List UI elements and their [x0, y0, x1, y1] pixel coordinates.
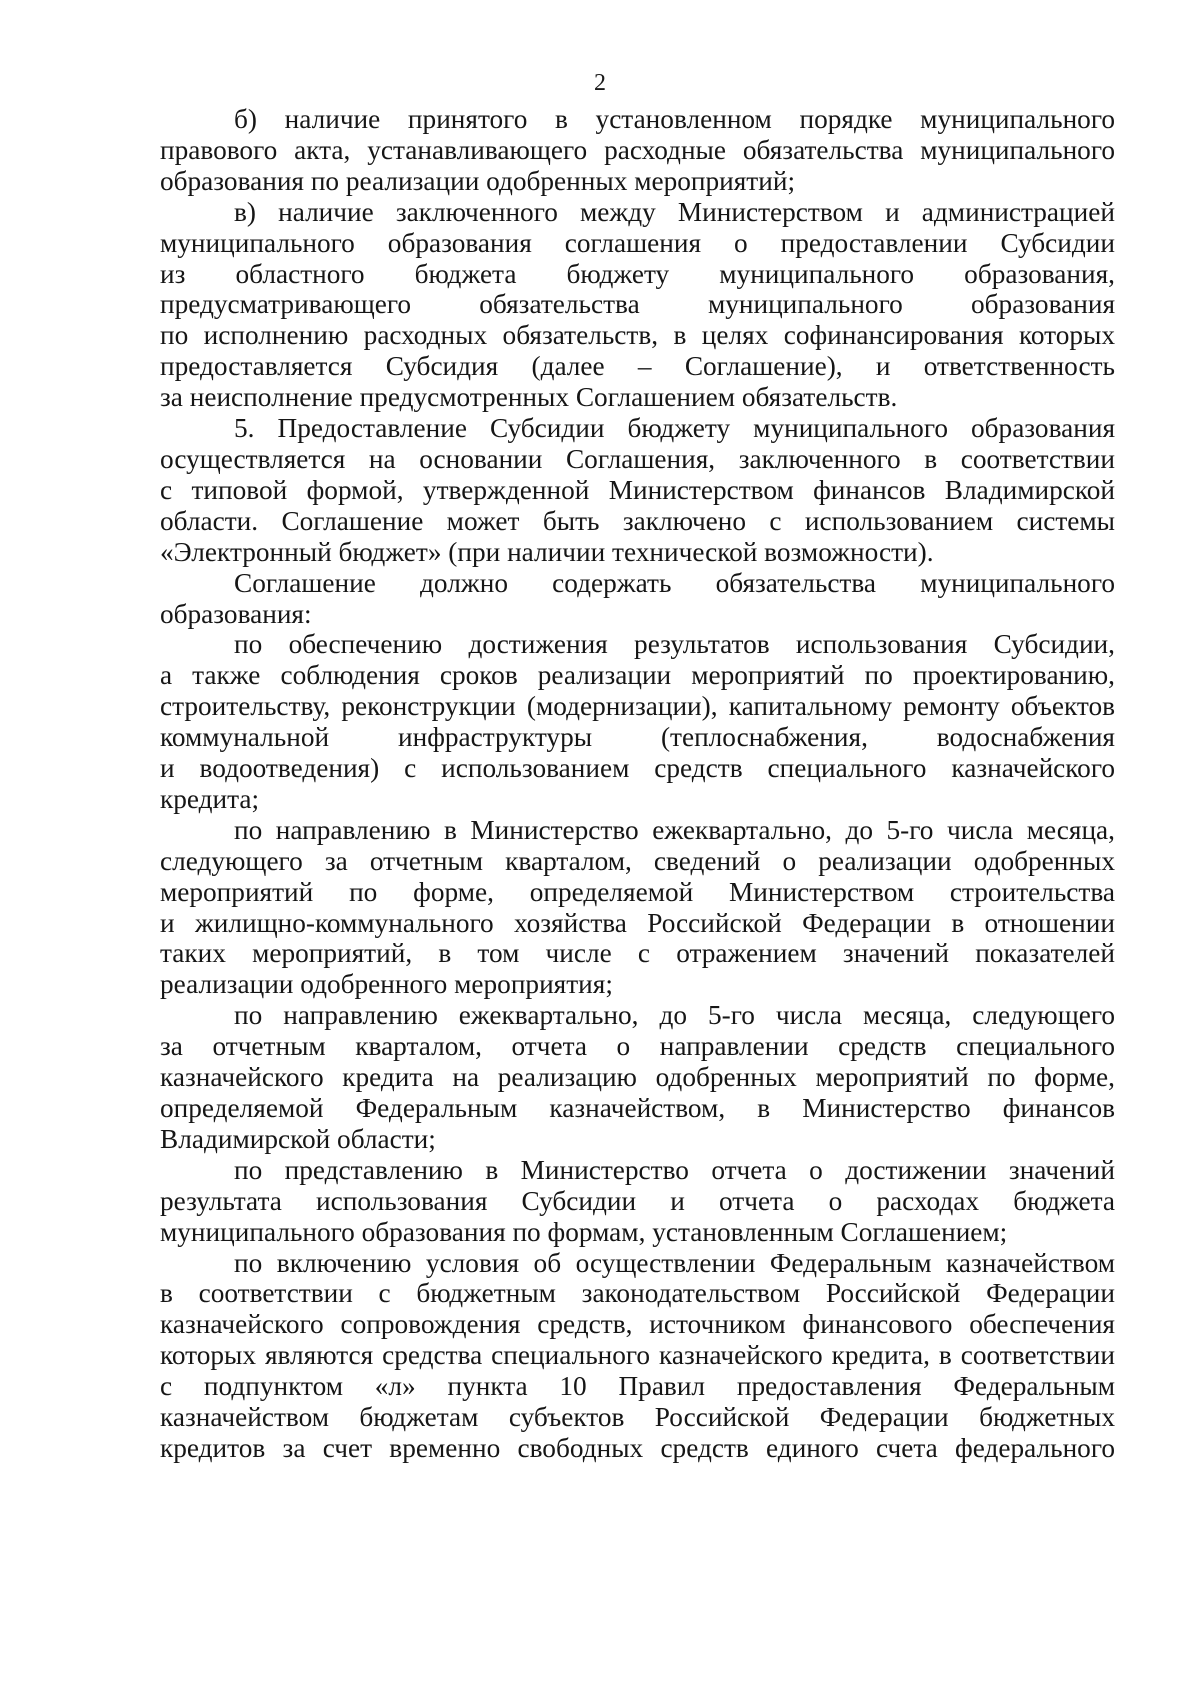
text-line: кредита; [160, 783, 260, 814]
text-line: правового акта, устанавливающего расходные обязательства муниципального [160, 134, 1115, 165]
paragraph [160, 815, 1115, 1000]
text-line: мероприятий по форме, определяемой Министерством строительства [160, 876, 1115, 907]
text-line: с типовой формой, утвержденной Министерством финансов Владимирской [160, 474, 1115, 505]
text-line: результата использования Субсидии и отчета о расходах бюджета [160, 1185, 1115, 1216]
text-line: строительству, реконструкции (модернизации), капитальному ремонту объектов [160, 691, 1115, 722]
text-line: коммунальной инфраструктуры (теплоснабжения, водоснабжения [160, 722, 1115, 753]
text-line: по представлению в Министерство отчета о достижении значений [234, 1154, 1115, 1185]
text-line: муниципального образования соглашения о предоставлении Субсидии [160, 227, 1115, 258]
text-line: за неисполнение предусмотренных Соглашением обязательств. [160, 382, 898, 413]
text-line: которых являются средства специального казначейского кредита, в соответствии [160, 1340, 1115, 1371]
text-line: по направлению ежеквартально, до 5-го числа месяца, следующего [234, 1000, 1115, 1031]
text-line: Владимирской области; [160, 1123, 436, 1154]
paragraph [160, 629, 1115, 814]
text-line: и водоотведения) с использованием средств специального казначейского [160, 753, 1115, 784]
text-line: муниципального образования по формам, установленным Соглашением; [160, 1216, 1008, 1247]
page-number: 2 [594, 70, 606, 96]
text-line: следующего за отчетным кварталом, сведений о реализации одобренных [160, 845, 1115, 876]
text-line: предоставляется Субсидия (далее – Соглашение), и ответственность [160, 351, 1115, 382]
text-line: за отчетным кварталом, отчета о направлении средств специального [160, 1031, 1115, 1062]
text-line: 5. Предоставление Субсидии бюджету муниципального образования [234, 413, 1115, 444]
text-line: Соглашение должно содержать обязательства муниципального [234, 567, 1115, 598]
text-line: по направлению в Министерство ежеквартально, до 5-го числа месяца, [234, 814, 1115, 845]
text-line: «Электронный бюджет» (при наличии технической возможности). [160, 536, 934, 567]
paragraph [160, 197, 1115, 413]
paragraph [160, 1000, 1115, 1155]
text-line: реализации одобренного мероприятия; [160, 969, 613, 1000]
text-line: области. Соглашение может быть заключено с использованием системы [160, 505, 1115, 536]
document-body [160, 104, 1115, 1464]
text-line: казначейством бюджетам субъектов Российской Федерации бюджетных [160, 1402, 1115, 1433]
text-line: в соответствии с бюджетным законодательством Российской Федерации [160, 1278, 1115, 1309]
text-line: предусматривающего обязательства муниципального образования [160, 289, 1115, 320]
text-line: б) наличие принятого в установленном порядке муниципального [234, 104, 1115, 134]
text-line: а также соблюдения сроков реализации мероприятий по проектированию, [160, 660, 1115, 691]
text-line: определяемой Федеральным казначейством, в Министерство финансов [160, 1093, 1115, 1123]
text-line: казначейского кредита на реализацию одобренных мероприятий по форме, [160, 1062, 1115, 1093]
text-line: в) наличие заключенного между Министерством и администрацией [234, 196, 1115, 227]
text-line: по включению условия об осуществлении Федеральным казначейством [234, 1247, 1115, 1278]
text-line: осуществляется на основании Соглашения, заключенного в соответствии [160, 443, 1115, 474]
text-line: кредитов за счет временно свободных средств единого счета федерального [160, 1432, 1115, 1463]
text-line: таких мероприятий, в том числе с отражением значений показателей [160, 938, 1115, 969]
text-line: и жилищно-коммунального хозяйства Российской Федерации в отношении [160, 907, 1115, 938]
text-line: по обеспечению достижения результатов использования Субсидии, [234, 629, 1115, 660]
text-line: образования: [160, 598, 312, 629]
text-line: образования по реализации одобренных мероприятий; [160, 165, 796, 196]
text-line: казначейского сопровождения средств, источником финансового обеспечения [160, 1309, 1115, 1340]
paragraph [160, 1155, 1115, 1248]
paragraph [160, 568, 1115, 630]
paragraph [160, 1248, 1115, 1464]
text-line: по исполнению расходных обязательств, в целях софинансирования которых [160, 320, 1115, 351]
paragraph [160, 413, 1115, 568]
text-line: с подпунктом «л» пункта 10 Правил предоставления Федеральным [160, 1371, 1115, 1402]
text-line: из областного бюджета бюджету муниципального образования, [160, 258, 1115, 289]
paragraph [160, 104, 1115, 197]
